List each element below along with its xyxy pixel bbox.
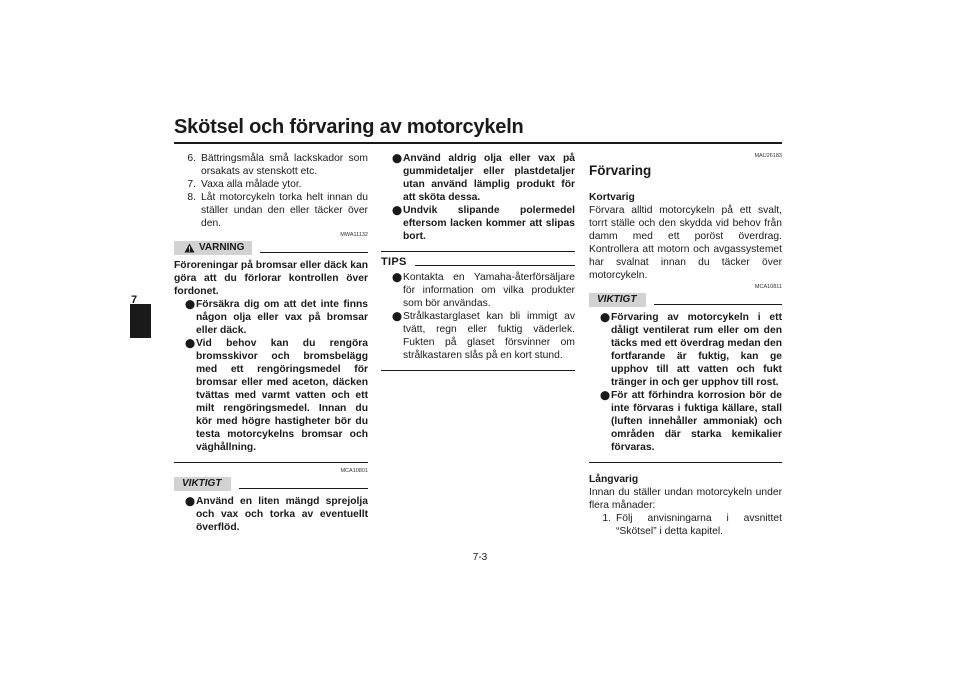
- notice-label: VIKTIGT: [174, 477, 231, 491]
- tips-end-rule: [381, 370, 575, 371]
- tips-header: [381, 256, 575, 269]
- notice-code: MCA10801: [340, 468, 368, 474]
- column-2: [381, 152, 575, 375]
- paragraph: Innan du ställer undan motorcykeln under flera månader:: [589, 487, 782, 511]
- warning-triangle-icon: [184, 243, 195, 253]
- warning-label: VARNING: [174, 241, 252, 255]
- chapter-tab: [130, 304, 151, 338]
- notice-header: [589, 293, 782, 307]
- notice-label: VIKTIGT: [589, 293, 646, 307]
- column-1: [174, 152, 368, 534]
- column-3: [589, 152, 782, 538]
- list-item: 6. Bättringsmåla små lackskador som orsakats av stenskott etc.: [187, 153, 368, 177]
- warning-header: [174, 241, 368, 255]
- list-item: ⬤ Kontakta en Yamaha-återförsäljare för information om vilka produkter som bör användas.: [392, 272, 575, 309]
- list-item: ⬤ Vid behov kan du rengöra bromsskivor och bromsbelägg med ett rengöringsmedel för bromsar eller med aceton, däcken tvättas med varmt vatten och ett milt rengöringsmedel. Innan du kör med högre hastigheter bör du testa motorcykelns bromsar och väghållning.: [185, 338, 368, 453]
- notice-end-rule: [589, 462, 782, 463]
- notice-end-rule: [381, 251, 575, 252]
- list-item: 8. Låt motorcykeln torka helt innan du ställer undan den eller täcker över den.: [187, 192, 368, 229]
- notice-code: MCA10811: [754, 284, 782, 290]
- section-code: MAU26183: [754, 153, 782, 159]
- warning-intro: Föroreningar på bromsar eller däck kan göra att du förlorar kontrollen över fordonet.: [174, 260, 368, 297]
- tips-label: TIPS: [381, 256, 407, 268]
- list-item: ⬤ Undvik slipande polermedel eftersom lacken kommer att slipas bort.: [392, 205, 575, 242]
- subheading-short-term: Kortvarig: [589, 192, 635, 203]
- section-title: Förvaring: [589, 163, 652, 178]
- list-item: ⬤ Strålkastarglaset kan bli immigt av tvätt, regn eller fuktig väderlek. Fukten på glaset försvinner om strålkastaren slås på en kort stund.: [392, 311, 575, 361]
- list-item: ⬤ Försäkra dig om att det inte finns någon olja eller vax på bromsar eller däck.: [185, 299, 368, 336]
- warning-end-rule: [174, 462, 368, 463]
- notice-header: [174, 477, 368, 491]
- chapter-number: 7: [131, 294, 138, 306]
- list-item: ⬤ Förvaring av motorcykeln i ett dåligt ventilerat rum eller om den täcks med ett överdrag medan den fortfarande är fuktig, kan ge upphov till att vatten och fukt tränger in och ger upphov till rost.: [600, 312, 782, 388]
- page-title: Skötsel och förvaring av motorcykeln: [174, 116, 524, 138]
- list-item: 7. Vaxa alla målade ytor.: [187, 179, 302, 190]
- list-item: ⬤ Använd aldrig olja eller vax på gummidetaljer eller plastdetaljer utan använd lämplig produkt för att sköta dessa.: [392, 153, 575, 203]
- paragraph: Förvara alltid motorcykeln på ett svalt, torrt ställe och den skydda vid behov från damm med ett poröst överdrag. Kontrollera att motorn och avgassystemet har svalnat innan du täcker över motorcykeln.: [589, 205, 782, 281]
- list-item: 1. Följ anvisningarna i avsnittet “Skötsel” i detta kapitel.: [602, 513, 782, 537]
- list-item: ⬤ Använd en liten mängd sprejolja och vax och torka av eventuellt överflöd.: [185, 496, 368, 533]
- warning-code: MWA11132: [340, 232, 368, 238]
- title-rule: [174, 142, 782, 144]
- page-number: 7-3: [472, 552, 488, 563]
- subheading-long-term: Långvarig: [589, 474, 639, 485]
- list-item: ⬤ För att förhindra korrosion bör de inte förvaras i fuktiga källare, stall (luften innehåller ammoniak) och områden där starka kemikalier förvaras.: [600, 390, 782, 453]
